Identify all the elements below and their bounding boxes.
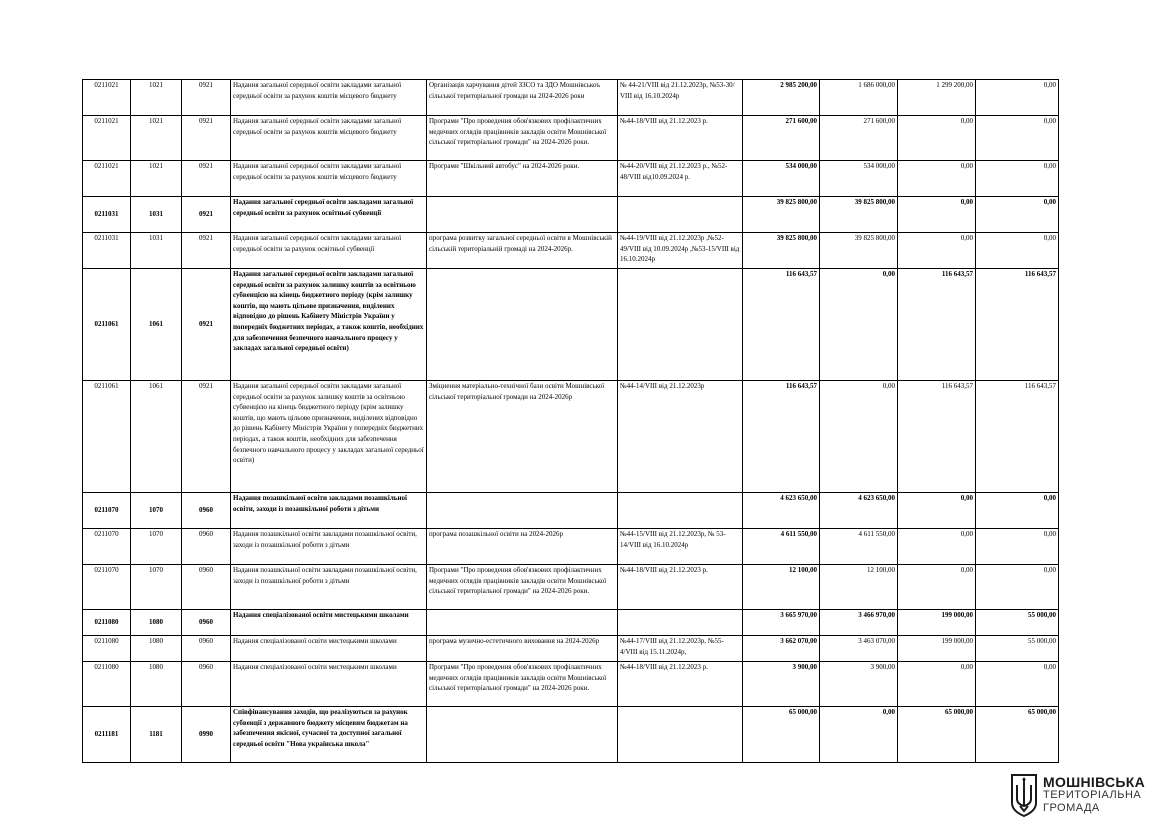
community-logo	[1009, 773, 1157, 817]
total-amount-cell: 39 825 800,00	[743, 197, 820, 233]
kfkvk-code-cell: 0921	[182, 197, 231, 233]
development-budget-cell: 0,00	[976, 233, 1059, 269]
tpkvk-code-cell: 1080	[131, 636, 182, 662]
kpkvk-code-cell: 0211061	[83, 381, 131, 493]
program-name-cell	[427, 197, 618, 233]
table-row	[83, 161, 1059, 197]
special-fund-cell: 199 000,00	[898, 610, 976, 636]
special-fund-cell: 0,00	[898, 565, 976, 610]
decision-reference-cell: №44-14/VIII від 21.12.2023р	[618, 381, 743, 493]
development-budget-cell: 0,00	[976, 80, 1059, 116]
task-name-cell: Співфінансування заходів, що реалізуються за рахунок субвенції з державного бюджету місцевим бюджетам на забезпечення якісної, сучасної та доступної загальної середньої освіти "Нова українська школа"	[231, 707, 427, 763]
general-fund-cell: 3 463 070,00	[820, 636, 898, 662]
task-name-cell: Надання загальної середньої освіти закладами загальної середньої освіти за рахунок освітньої субвенції	[231, 233, 427, 269]
program-name-cell: Програми "Шкільний автобус" на 2024-2026 роки.	[427, 161, 618, 197]
task-name-cell: Надання загальної середньої освіти закладами загальної середньої освіти за рахунок залишку коштів за освітньою субвенцією на кінець бюджетного періоду (крім залишку коштів, що мають цільове призначення, виділених відповідно до рішень Кабінету Міністрів України у попередніх бюджетних періодах, а також коштів, необхідних для забезпечення безпечного навчального процесу у закладах загальної середньої освіти)	[231, 269, 427, 381]
table-row	[83, 80, 1059, 116]
total-amount-cell: 116 643,57	[743, 381, 820, 493]
general-fund-cell: 534 000,00	[820, 161, 898, 197]
kpkvk-code-cell: 0211021	[83, 80, 131, 116]
tpkvk-code-cell: 1061	[131, 269, 182, 381]
kfkvk-code-cell: 0960	[182, 565, 231, 610]
table-row	[83, 707, 1059, 763]
total-amount-cell: 3 665 970,00	[743, 610, 820, 636]
kfkvk-code-cell: 0921	[182, 161, 231, 197]
kpkvk-code-cell: 0211070	[83, 565, 131, 610]
total-amount-cell: 4 623 650,00	[743, 493, 820, 529]
task-name-cell: Надання позашкільної освіти закладами позашкільної освіти, заходи із позашкільної роботи з дітьми	[231, 565, 427, 610]
decision-reference-cell: №44-18/VIII від 21.12.2023 р.	[618, 116, 743, 161]
kfkvk-code-cell: 0990	[182, 707, 231, 763]
tpkvk-code-cell: 1021	[131, 80, 182, 116]
table-row	[83, 269, 1059, 381]
general-fund-cell: 4 623 650,00	[820, 493, 898, 529]
tpkvk-code-cell: 1031	[131, 197, 182, 233]
general-fund-cell: 271 600,00	[820, 116, 898, 161]
special-fund-cell: 116 643,57	[898, 381, 976, 493]
decision-reference-cell	[618, 269, 743, 381]
special-fund-cell: 0,00	[898, 161, 976, 197]
general-fund-cell: 39 825 800,00	[820, 233, 898, 269]
total-amount-cell: 4 611 550,00	[743, 529, 820, 565]
decision-reference-cell	[618, 493, 743, 529]
decision-reference-cell	[618, 197, 743, 233]
total-amount-cell: 271 600,00	[743, 116, 820, 161]
general-fund-cell: 4 611 550,00	[820, 529, 898, 565]
tpkvk-code-cell: 1080	[131, 610, 182, 636]
kfkvk-code-cell: 0921	[182, 381, 231, 493]
kfkvk-code-cell: 0960	[182, 662, 231, 707]
table-row	[83, 610, 1059, 636]
tpkvk-code-cell: 1080	[131, 662, 182, 707]
general-fund-cell: 39 825 800,00	[820, 197, 898, 233]
program-name-cell: програма розвитку загальної середньої освіти в Мошнівській сільській територіальній громаді на 2024-2026р.	[427, 233, 618, 269]
task-name-cell: Надання загальної середньої освіти закладами загальної середньої освіти за рахунок коштів місцевого бюджету	[231, 161, 427, 197]
total-amount-cell: 534 000,00	[743, 161, 820, 197]
logo-subtitle-1: ТЕРИТОРІАЛЬНА	[1043, 789, 1142, 801]
program-name-cell: Організація харчування дітей ЗЗСО та ЗДО Мошнівськоъ сільської територіальної громади на 2024-2026 роки	[427, 80, 618, 116]
decision-reference-cell: № 44-21/VIII від 21.12.2023р, №53-30/ VIII від 16.10.2024р	[618, 80, 743, 116]
development-budget-cell: 0,00	[976, 161, 1059, 197]
development-budget-cell: 55 000,00	[976, 636, 1059, 662]
special-fund-cell: 116 643,57	[898, 269, 976, 381]
special-fund-cell: 0,00	[898, 662, 976, 707]
tpkvk-code-cell: 1070	[131, 529, 182, 565]
kfkvk-code-cell: 0960	[182, 529, 231, 565]
table-row	[83, 233, 1059, 269]
budget-programs-table	[82, 79, 1059, 763]
table-row	[83, 116, 1059, 161]
kfkvk-code-cell: 0921	[182, 80, 231, 116]
total-amount-cell: 3 900,00	[743, 662, 820, 707]
table-row	[83, 381, 1059, 493]
kpkvk-code-cell: 0211061	[83, 269, 131, 381]
trident-icon	[1009, 773, 1039, 817]
table-row	[83, 565, 1059, 610]
kfkvk-code-cell: 0960	[182, 636, 231, 662]
program-name-cell	[427, 610, 618, 636]
special-fund-cell: 0,00	[898, 233, 976, 269]
task-name-cell: Надання загальної середньої освіти закладами загальної середньої освіти за рахунок коштів місцевого бюджету	[231, 116, 427, 161]
special-fund-cell: 0,00	[898, 529, 976, 565]
general-fund-cell: 3 466 970,00	[820, 610, 898, 636]
table-row	[83, 636, 1059, 662]
tpkvk-code-cell: 1021	[131, 161, 182, 197]
general-fund-cell: 0,00	[820, 269, 898, 381]
kfkvk-code-cell: 0960	[182, 493, 231, 529]
table-body	[83, 80, 1059, 763]
general-fund-cell: 1 686 000,00	[820, 80, 898, 116]
total-amount-cell: 65 000,00	[743, 707, 820, 763]
decision-reference-cell: №44-19/VIII від 21.12.2023р ,№52-49/VIII від 10.09.2024р ,№53-15/VIII від 16.10.2024р	[618, 233, 743, 269]
kpkvk-code-cell: 0211181	[83, 707, 131, 763]
program-name-cell: Програми "Про проведення обов'язкових профілактичних медичних оглядів працівників закладів освіти Мошнівської сільської територіальної громади" на 2024-2026 роки.	[427, 565, 618, 610]
special-fund-cell: 0,00	[898, 493, 976, 529]
tpkvk-code-cell: 1070	[131, 493, 182, 529]
decision-reference-cell: №44-18/VIII від 21.12.2023 р.	[618, 662, 743, 707]
total-amount-cell: 116 643,57	[743, 269, 820, 381]
general-fund-cell: 12 100,00	[820, 565, 898, 610]
kfkvk-code-cell: 0960	[182, 610, 231, 636]
general-fund-cell: 0,00	[820, 381, 898, 493]
development-budget-cell: 116 643,57	[976, 269, 1059, 381]
kfkvk-code-cell: 0921	[182, 269, 231, 381]
decision-reference-cell: №44-20/VIII від 21.12.2023 р., №52-48/VIII від10.09.2024 р.	[618, 161, 743, 197]
special-fund-cell: 199 000,00	[898, 636, 976, 662]
total-amount-cell: 2 985 200,00	[743, 80, 820, 116]
special-fund-cell: 0,00	[898, 116, 976, 161]
kpkvk-code-cell: 0211080	[83, 662, 131, 707]
general-fund-cell: 0,00	[820, 707, 898, 763]
tpkvk-code-cell: 1061	[131, 381, 182, 493]
task-name-cell: Надання загальної середньої освіти закладами загальної середньої освіти за рахунок залишку коштів за освітньою субвенцією на кінець бюджетного періоду (крім залишку коштів, що мають цільове призначення, виділених відповідно до рішень Кабінету Міністрів України у попередніх бюджетних періодах, а також коштів, необхідних для забезпечення безпечного навчального процесу у закладах загальної середньої освіти)	[231, 381, 427, 493]
kpkvk-code-cell: 0211031	[83, 197, 131, 233]
kpkvk-code-cell: 0211080	[83, 636, 131, 662]
task-name-cell: Надання позашкільної освіти закладами позашкільної освіти, заходи із позашкільної роботи з дітьми	[231, 529, 427, 565]
logo-subtitle-2: ГРОМАДА	[1043, 802, 1100, 814]
total-amount-cell: 39 825 800,00	[743, 233, 820, 269]
program-name-cell: програма позашкільної освіти на 2024-2026р	[427, 529, 618, 565]
table-row	[83, 529, 1059, 565]
tpkvk-code-cell: 1021	[131, 116, 182, 161]
special-fund-cell: 1 299 200,00	[898, 80, 976, 116]
total-amount-cell: 3 662 070,00	[743, 636, 820, 662]
development-budget-cell: 0,00	[976, 565, 1059, 610]
logo-title: МОШНІВСЬКА	[1043, 774, 1146, 790]
task-name-cell: Надання спеціалізованої освіти мистецькими школами	[231, 610, 427, 636]
development-budget-cell: 55 000,00	[976, 610, 1059, 636]
development-budget-cell: 0,00	[976, 197, 1059, 233]
kfkvk-code-cell: 0921	[182, 116, 231, 161]
special-fund-cell: 65 000,00	[898, 707, 976, 763]
table-row	[83, 662, 1059, 707]
decision-reference-cell: №44-17/VIII від 21.12.2023р, №55-4/VIII від 15.11.2024р,	[618, 636, 743, 662]
development-budget-cell: 116 643,57	[976, 381, 1059, 493]
kpkvk-code-cell: 0211021	[83, 161, 131, 197]
task-name-cell: Надання загальної середньої освіти закладами загальної середньої освіти за рахунок освітньої субвенції	[231, 197, 427, 233]
program-name-cell	[427, 269, 618, 381]
task-name-cell: Надання спеціалізованої освіти мистецькими школами	[231, 636, 427, 662]
program-name-cell	[427, 493, 618, 529]
table-row	[83, 197, 1059, 233]
task-name-cell: Надання спеціалізованої освіти мистецькими школами	[231, 662, 427, 707]
decision-reference-cell: №44-15/VIII від 21.12.2023р, № 53-14/VIII від 16.10.2024р	[618, 529, 743, 565]
decision-reference-cell: №44-18/VIII від 21.12.2023 р.	[618, 565, 743, 610]
kpkvk-code-cell: 0211070	[83, 529, 131, 565]
general-fund-cell: 3 900,00	[820, 662, 898, 707]
kpkvk-code-cell: 0211021	[83, 116, 131, 161]
development-budget-cell: 0,00	[976, 116, 1059, 161]
program-name-cell: програма музично-естетичного виховання на 2024-2026р	[427, 636, 618, 662]
development-budget-cell: 0,00	[976, 529, 1059, 565]
kfkvk-code-cell: 0921	[182, 233, 231, 269]
kpkvk-code-cell: 0211080	[83, 610, 131, 636]
tpkvk-code-cell: 1181	[131, 707, 182, 763]
decision-reference-cell	[618, 610, 743, 636]
task-name-cell: Надання загальної середньої освіти закладами загальної середньої освіти за рахунок коштів місцевого бюджету	[231, 80, 427, 116]
program-name-cell: Зміцнення матеріально-технічної бази освіти Мошнівської сільської територіальної громади на 2024-2026р	[427, 381, 618, 493]
table-row	[83, 493, 1059, 529]
kpkvk-code-cell: 0211070	[83, 493, 131, 529]
program-name-cell	[427, 707, 618, 763]
decision-reference-cell	[618, 707, 743, 763]
tpkvk-code-cell: 1070	[131, 565, 182, 610]
development-budget-cell: 0,00	[976, 493, 1059, 529]
task-name-cell: Надання позашкільної освіти закладами позашкільної освіти, заходи із позашкільної роботи з дітьми	[231, 493, 427, 529]
program-name-cell: Програми "Про проведення обов'язкових профілактичних медичних оглядів працівників закладів освіти Мошнівської сільської територіальної громади" на 2024-2026 роки.	[427, 662, 618, 707]
tpkvk-code-cell: 1031	[131, 233, 182, 269]
total-amount-cell: 12 100,00	[743, 565, 820, 610]
development-budget-cell: 0,00	[976, 662, 1059, 707]
development-budget-cell: 65 000,00	[976, 707, 1059, 763]
program-name-cell: Програми "Про проведення обов'язкових профілактичних медичних оглядів працівників закладів освіти Мошнівської сільської територіальної громади" на 2024-2026 роки.	[427, 116, 618, 161]
special-fund-cell: 0,00	[898, 197, 976, 233]
kpkvk-code-cell: 0211031	[83, 233, 131, 269]
